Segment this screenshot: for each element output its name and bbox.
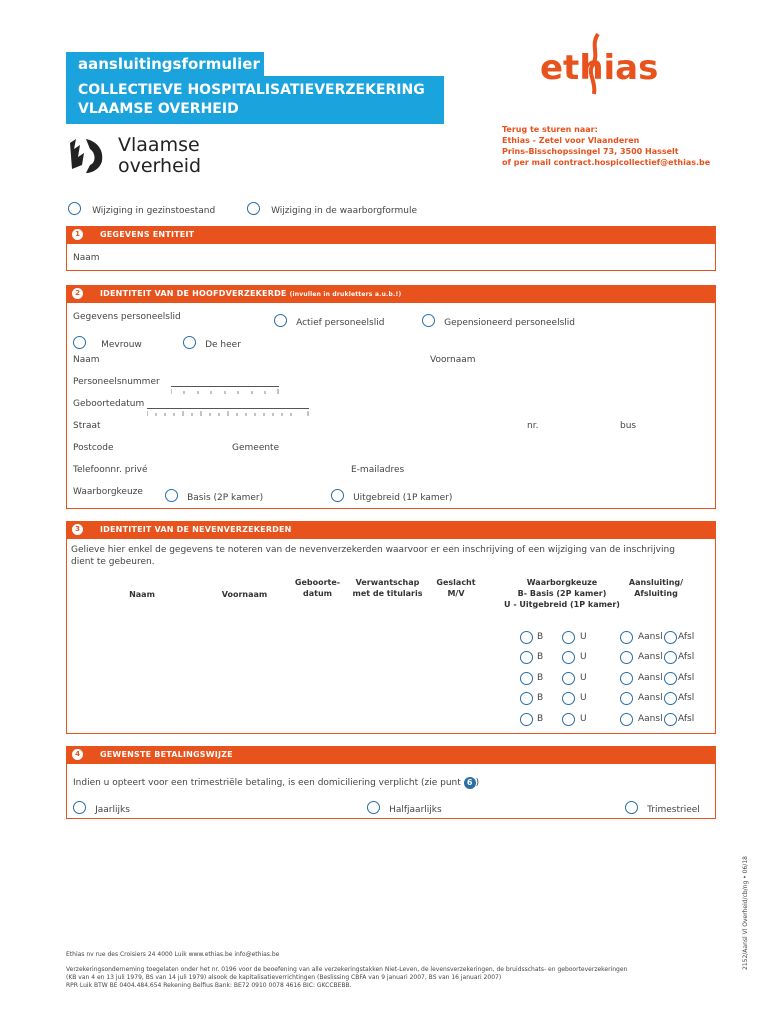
table-row (520, 631, 710, 649)
section1-number: 1 (72, 229, 83, 240)
row1-b-label: B (537, 632, 544, 642)
basis-option[interactable] (165, 485, 263, 504)
row2-afsl-label: Afsl (678, 652, 695, 662)
city-label: Gemeente (232, 443, 280, 453)
col-guarantee-line3: U - Uitgebreid (1P kamer) (504, 600, 620, 609)
change-family-radio[interactable] (68, 202, 81, 215)
staff-data-label: Gegevens personeelslid (73, 312, 181, 322)
quarterly-label: Trimestrieel (647, 805, 700, 815)
document-reference: 2152/Aansl Vl Overheid/cb/ng • 06/18 (742, 856, 749, 970)
section4-number: 4 (72, 749, 83, 760)
col-sex-line2: M/V (447, 589, 465, 598)
form-title-line2: VLAAMSE OVERHEID (78, 101, 239, 117)
yearly-radio[interactable] (73, 801, 86, 814)
basis-label: Basis (2P kamer) (187, 493, 264, 503)
row1-afsl-label: Afsl (678, 632, 695, 642)
return-address-line2: Ethias - Zetel voor Vlaanderen (502, 136, 640, 145)
phone-label: Telefoonnr. privé (73, 465, 148, 475)
quarterly-radio[interactable] (625, 801, 638, 814)
payment-note (73, 777, 479, 789)
staff-number-label: Personeelsnummer (73, 377, 160, 387)
row2-u-label: U (580, 652, 587, 662)
mr-option[interactable] (183, 332, 241, 351)
section4-box (66, 763, 716, 819)
row1-u-label: U (580, 632, 587, 642)
section3-title: IDENTITEIT VAN DE NEVENVERZEKERDEN (100, 525, 292, 534)
entity-name-label: Naam (73, 253, 100, 263)
col-birthdate-line1: Geboorte- (294, 578, 341, 587)
mr-label: De heer (205, 340, 241, 350)
row2-u-radio[interactable] (562, 651, 575, 664)
table-row (520, 651, 710, 669)
form-title-line1: COLLECTIEVE HOSPITALISATIEVERZEKERING (78, 82, 425, 98)
row4-b-label: B (537, 693, 544, 703)
row1-afsl-radio[interactable] (664, 631, 677, 644)
row5-u-radio[interactable] (562, 713, 575, 726)
row5-aansl-radio[interactable] (620, 713, 633, 726)
section2-number: 2 (72, 288, 83, 299)
table-row (520, 672, 710, 690)
col-join (619, 577, 693, 599)
row3-b-radio[interactable] (520, 672, 533, 685)
row5-afsl-radio[interactable] (664, 713, 677, 726)
firstname-label: Voornaam (430, 355, 476, 365)
row5-u-label: U (580, 714, 587, 724)
active-staff-label: Actief personeelslid (296, 318, 385, 328)
row5-b-label: B (537, 714, 544, 724)
section3-number: 3 (72, 524, 83, 535)
section2-header (66, 285, 716, 302)
section3-box (66, 538, 716, 734)
mrs-label: Mevrouw (101, 340, 142, 350)
lion-icon (66, 135, 110, 177)
entity-name-field[interactable] (107, 246, 707, 268)
row5-aansl-label: Aansl (638, 714, 663, 724)
payment-note-close: ) (475, 778, 480, 788)
row4-b-radio[interactable] (520, 692, 533, 705)
gov-name-line2: overheid (118, 155, 202, 177)
return-address-line4: of per mail contract.hospicollectief@ethias.be (502, 158, 711, 167)
row2-afsl-radio[interactable] (664, 651, 677, 664)
change-formula-radio[interactable] (247, 202, 260, 215)
row1-u-radio[interactable] (562, 631, 575, 644)
row4-afsl-radio[interactable] (664, 692, 677, 705)
col-join-line2: Afsluiting (634, 589, 678, 598)
section2-title (100, 285, 401, 303)
row3-afsl-label: Afsl (678, 673, 695, 683)
row2-b-label: B (537, 652, 544, 662)
change-family-option[interactable] (68, 198, 215, 217)
basis-radio[interactable] (165, 489, 178, 502)
row1-aansl-label: Aansl (638, 632, 663, 642)
active-staff-option[interactable] (274, 310, 384, 329)
date-comb-icon (147, 408, 309, 416)
row3-u-label: U (580, 673, 587, 683)
ethias-logo (540, 28, 670, 98)
name-label: Naam (73, 355, 100, 365)
col-sex-line1: Geslacht (436, 578, 476, 587)
col-firstname: Voornaam (221, 590, 268, 599)
ethias-wordmark: ethias (540, 48, 659, 88)
payment-note-text: Indien u opteert voor een trimestriële betaling, is een domiciliering verplicht (zie punt (73, 778, 461, 788)
row1-aansl-radio[interactable] (620, 631, 633, 644)
half-yearly-option[interactable] (367, 797, 442, 816)
half-yearly-label: Halfjaarlijks (389, 805, 442, 815)
retired-staff-label: Gepensioneerd personeelslid (444, 318, 575, 328)
change-formula-option[interactable] (247, 198, 417, 217)
row3-b-label: B (537, 673, 544, 683)
gov-name-line1: Vlaamse (118, 134, 200, 156)
row4-u-radio[interactable] (562, 692, 575, 705)
section1-title: GEGEVENS ENTITEIT (100, 230, 195, 239)
section3-header (66, 521, 716, 538)
return-address-line1: Terug te sturen naar: (502, 125, 598, 134)
row3-aansl-radio[interactable] (620, 672, 633, 685)
section2-title-text: IDENTITEIT VAN DE HOOFDVERZEKERDE (100, 289, 287, 298)
col-birthdate (285, 577, 350, 599)
section4-title: GEWENSTE BETALINGSWIJZE (100, 750, 233, 759)
half-yearly-radio[interactable] (367, 801, 380, 814)
extended-label: Uitgebreid (1P kamer) (353, 493, 453, 503)
form-title (66, 76, 444, 124)
form-label: aansluitingsformulier (66, 52, 264, 76)
street-label: Straat (73, 421, 101, 431)
row4-aansl-radio[interactable] (620, 692, 633, 705)
row5-b-radio[interactable] (520, 713, 533, 726)
comb-ticks-icon (171, 386, 279, 394)
row4-afsl-label: Afsl (678, 693, 695, 703)
footer-legal-2: (KB van 4 en 13 juli 1979, BS van 14 juli 1979) alsook de kapitalisatieverrichtingen (Beslissing CBFA van 9 januari 2007, BS van 16 januari 2007) (66, 974, 502, 981)
birth-date-label: Geboortedatum (73, 399, 145, 409)
return-address (502, 124, 710, 168)
mr-radio[interactable] (183, 336, 196, 349)
quarterly-option[interactable] (625, 797, 700, 816)
col-relation (350, 577, 425, 599)
row3-aansl-label: Aansl (638, 673, 663, 683)
birth-date-field[interactable] (147, 401, 309, 409)
staff-number-field[interactable] (171, 379, 279, 387)
footer-legal-1: Verzekeringsonderneming toegelaten onder het nr. 0196 voor de beoefening van alle verzekeringstakken Niet-Leven, de levensverzekeringen, de bruidsschats- en geboorteverzekeringen (66, 966, 628, 973)
postcode-label: Postcode (73, 443, 114, 453)
row2-aansl-radio[interactable] (620, 651, 633, 664)
section1-header (66, 226, 716, 243)
vlaamse-overheid-logo (66, 133, 206, 178)
retired-staff-option[interactable] (422, 310, 575, 329)
house-number-label: nr. (527, 421, 539, 431)
return-address-line3: Prins-Bisschopssingel 73, 3500 Hasselt (502, 147, 679, 156)
col-guarantee-line1: Waarborgkeuze (526, 578, 598, 587)
table-row (520, 692, 710, 710)
col-join-line1: Aansluiting/ (628, 578, 684, 587)
col-sex (431, 577, 481, 599)
row4-aansl-label: Aansl (638, 693, 663, 703)
extended-option[interactable] (331, 485, 452, 504)
col-relation-line1: Verwantschap (355, 578, 420, 587)
row3-afsl-radio[interactable] (664, 672, 677, 685)
guarantee-label: Waarborgkeuze (73, 487, 143, 497)
mrs-radio[interactable] (73, 336, 86, 349)
change-formula-label: Wijziging in de waarborgformule (271, 206, 417, 216)
yearly-option[interactable] (73, 797, 130, 816)
table-row (520, 713, 710, 731)
section1-box (66, 243, 716, 271)
row4-u-label: U (580, 693, 587, 703)
row5-afsl-label: Afsl (678, 714, 695, 724)
section2-box (66, 302, 716, 509)
row3-u-radio[interactable] (562, 672, 575, 685)
change-family-label: Wijziging in gezinstoestand (92, 206, 216, 216)
section4-header (66, 746, 716, 763)
row2-aansl-label: Aansl (638, 652, 663, 662)
extended-radio[interactable] (331, 489, 344, 502)
point-6-badge: 6 (464, 777, 476, 789)
active-staff-radio[interactable] (274, 314, 287, 327)
row1-b-radio[interactable] (520, 631, 533, 644)
footer-legal-3: RPR Luik BTW BE 0404.484.654 Rekening Belfius Bank: BE72 0910 0078 4616 BIC: GKCCBEBB. (66, 982, 352, 989)
bus-label: bus (620, 421, 637, 431)
col-guarantee-line2: B- Basis (2P kamer) (517, 589, 607, 598)
email-label: E-mailadres (351, 465, 405, 475)
row2-b-radio[interactable] (520, 651, 533, 664)
mrs-option[interactable] (73, 332, 142, 351)
col-relation-line2: met de titularis (352, 589, 423, 598)
yearly-label: Jaarlijks (95, 805, 130, 815)
retired-staff-radio[interactable] (422, 314, 435, 327)
section2-title-note: (invullen in drukletters a.u.b.!) (289, 291, 402, 298)
section3-intro: Gelieve hier enkel de gegevens te noteren van de nevenverzekerden waarvoor er een inschrijving of een wijziging van de inschrijving dient te gebeuren. (71, 545, 675, 567)
col-guarantee (497, 577, 627, 610)
col-birthdate-line2: datum (303, 589, 332, 598)
footer-contact: Ethias nv rue des Croisiers 24 4000 Luik www.ethias.be info@ethias.be (66, 951, 280, 958)
col-name: Naam (129, 590, 155, 599)
